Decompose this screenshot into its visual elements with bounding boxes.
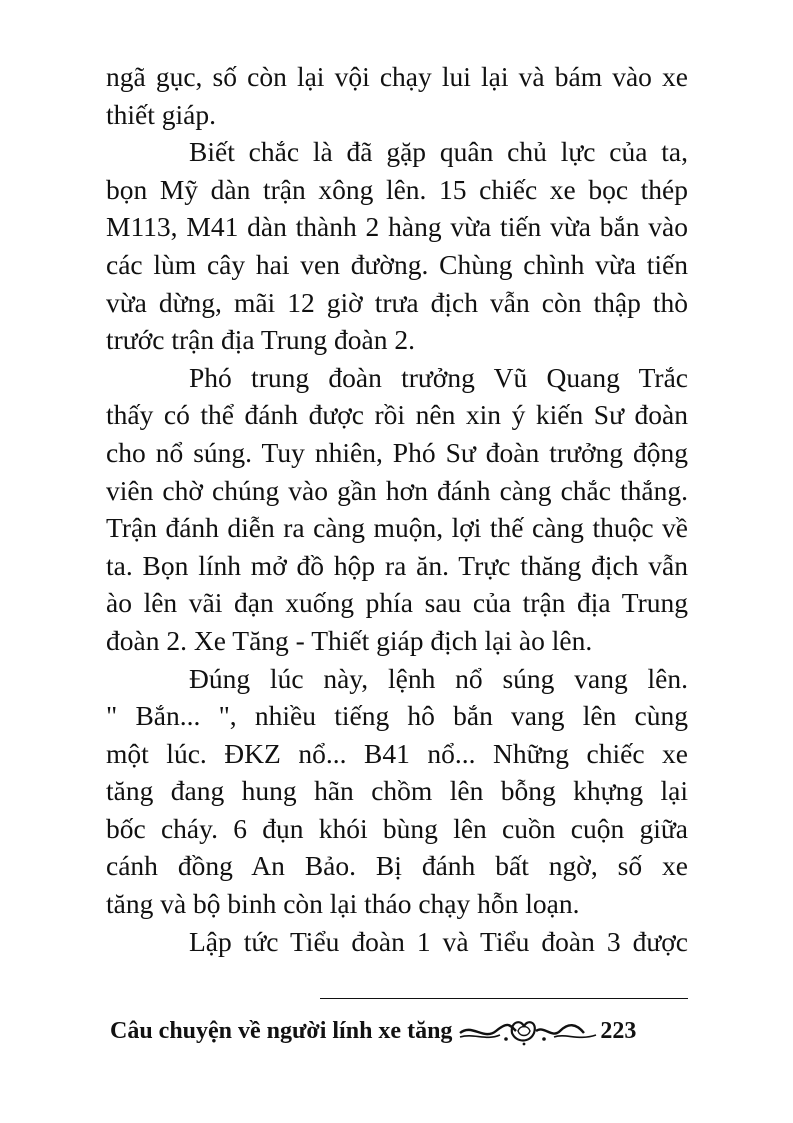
text-line-14: ta. Bọn lính mở đồ hộp ra ăn. Trực thăng địch vẫn — [106, 549, 688, 581]
flourish-ornament-icon — [458, 1011, 598, 1051]
text-line-24: Lập tức Tiểu đoàn 1 và Tiểu đoàn 3 được — [189, 925, 688, 957]
footer-rule — [320, 998, 688, 999]
text-line-21: bốc cháy. 6 đụn khói bùng lên cuồn cuộn giữa — [106, 812, 688, 844]
text-line-23: tăng và bộ binh còn lại tháo chạy hỗn loạn. — [106, 888, 580, 920]
text-line-13: Trận đánh diễn ra càng muộn, lợi thế càng thuộc về — [106, 512, 688, 544]
text-line-8: trước trận địa Trung đoàn 2. — [106, 324, 415, 356]
text-line-18: " Bắn... ", nhiều tiếng hô bắn vang lên cùng — [106, 700, 688, 732]
text-line-3: Biết chắc là đã gặp quân chủ lực của ta, — [189, 136, 688, 168]
text-line-9: Phó trung đoàn trưởng Vũ Quang Trắc — [189, 361, 688, 393]
text-line-4: bọn Mỹ dàn trận xông lên. 15 chiếc xe bọc thép — [106, 173, 688, 205]
page-number: 223 — [600, 1017, 637, 1044]
text-line-19: một lúc. ĐKZ nổ... B41 nổ... Những chiếc xe — [106, 737, 688, 769]
text-line-12: viên chờ chúng vào gần hơn đánh càng chắc thắng. — [106, 474, 688, 506]
text-line-17: Đúng lúc này, lệnh nổ súng vang lên. — [189, 662, 688, 694]
text-line-6: các lùm cây hai ven đường. Chùng chình vừa tiến — [106, 248, 688, 280]
text-line-15: ào lên vãi đạn xuống phía sau của trận địa Trung — [106, 587, 688, 619]
page-body — [106, 58, 688, 960]
book-title: Câu chuyện về người lính xe tăng — [110, 1017, 453, 1044]
text-line-10: thấy có thể đánh được rồi nên xin ý kiến Sư đoàn — [106, 399, 688, 431]
text-line-2: thiết giáp. — [106, 98, 216, 130]
text-line-16: đoàn 2. Xe Tăng - Thiết giáp địch lại ào lên. — [106, 624, 593, 656]
page-footer — [110, 1006, 690, 1056]
text-line-22: cánh đồng An Bảo. Bị đánh bất ngờ, số xe — [106, 850, 688, 882]
text-line-7: vừa dừng, mãi 12 giờ trưa địch vẫn còn thập thò — [106, 286, 688, 318]
text-line-20: tăng đang hung hãn chồm lên bỗng khựng lại — [106, 775, 688, 807]
text-line-11: cho nổ súng. Tuy nhiên, Phó Sư đoàn trưởng động — [106, 436, 688, 468]
text-line-5: M113, M41 dàn thành 2 hàng vừa tiến vừa bắn vào — [106, 211, 688, 243]
text-line-1: ngã gục, số còn lại vội chạy lui lại và bám vào xe — [106, 61, 688, 92]
